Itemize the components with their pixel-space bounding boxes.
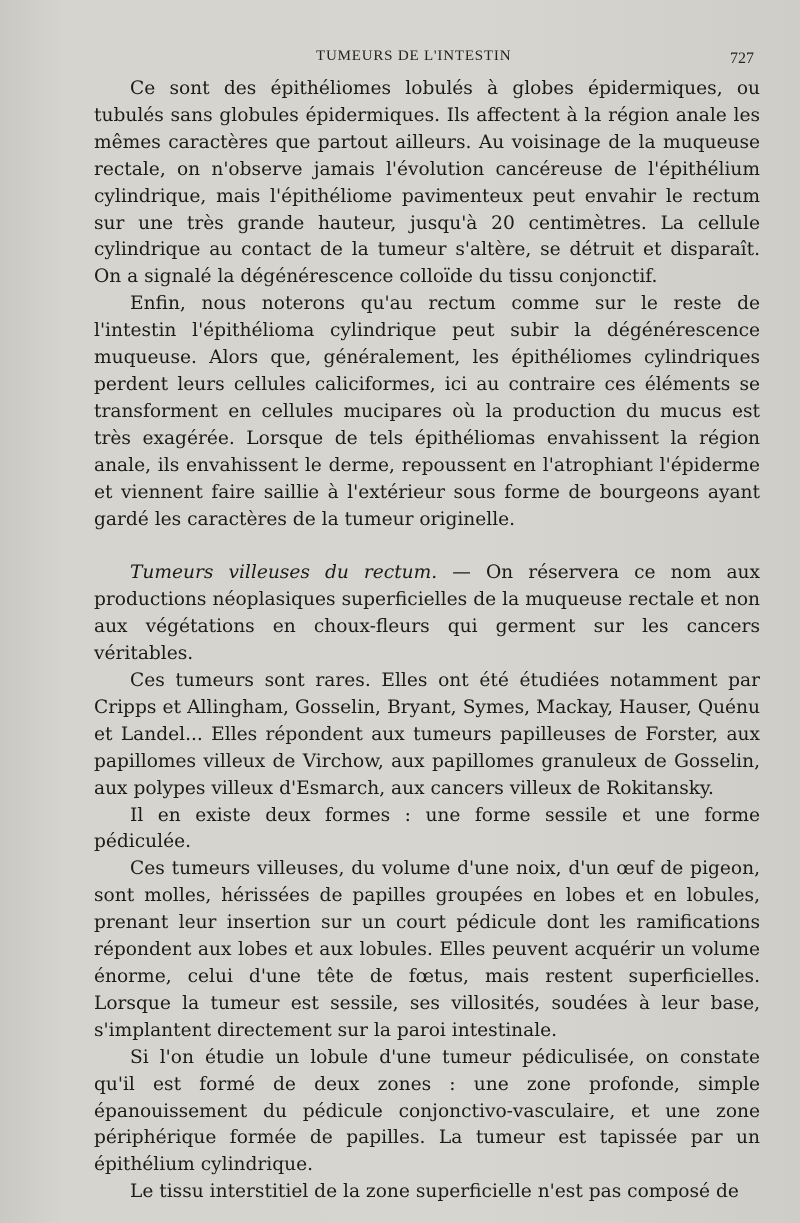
section-dash: —	[437, 562, 486, 584]
paragraph: Le tissu interstitiel de la zone superficielle n'est pas composé de	[130, 1181, 739, 1203]
body-text	[94, 76, 760, 1206]
section-heading: Tumeurs villeuses du rectum.	[130, 562, 438, 584]
paragraph: Ce sont des épithéliomes lobulés à globes épidermiques, ou tubulés sans globules épidermiques. Ils affectent à la région anale les mêmes caractères que partout ailleurs. Au voisinage de la muqueuse rectale, on n'observe jamais l'évolution cancéreuse de l'épithélium cylindrique, mais l'épithéliome pavimenteux peut envahir le rectum sur une très grande hauteur, jusqu'à 20 centimètres. La cellule cylindrique au contact de la tumeur s'altère, se détruit et disparaît. On a signalé la dégénérescence colloïde du tissu conjonctif.	[94, 78, 760, 288]
page-header	[94, 46, 760, 76]
page-number: 727	[730, 50, 754, 67]
section-intro-paragraph	[94, 560, 760, 668]
paragraph: Ces tumeurs sont rares. Elles ont été étudiées notamment par Cripps et Allingham, Gosselin, Bryant, Symes, Mackay, Hauser, Quénu et Landel... Elles répondent aux tumeurs papilleuses de Forster, aux papillomes villeux de Virchow, aux papillomes granuleux de Gosselin, aux polypes villeux d'Esmarch, aux cancers villeux de Rokitansky.	[94, 670, 760, 799]
running-title: TUMEURS DE L'INTESTIN	[316, 48, 512, 64]
section-spacer	[94, 533, 760, 560]
paragraph: Si l'on étudie un lobule d'une tumeur pédiculisée, on constate qu'il est formé de deux zones : une zone profonde, simple épanouissement du pédicule conjonctivo-vasculaire, et une zone périphérique formée de papilles. La tumeur est tapissée par un épithélium cylindrique.	[94, 1046, 760, 1176]
paragraph: Enfin, nous noterons qu'au rectum comme sur le reste de l'intestin l'épithélioma cylindrique peut subir la dégénérescence muqueuse. Alors que, généralement, les épithéliomes cylindriques perdent leurs cellules caliciformes, ici au contraire ces éléments se transforment en cellules mucipares où la production du mucus est très exagérée. Lorsque de tels épithéliomas envahissent la région anale, ils envahissent le derme, repoussent en l'atrophiant l'épiderme et viennent faire saillie à l'extérieur sous forme de bourgeons ayant gardé les caractères de la tumeur originelle.	[94, 293, 760, 530]
section-intro: On réservera ce nom aux productions néoplasiques superficielles de la muqueuse rectale et non aux végétations en choux-fleurs qui germent sur les cancers véritables.	[94, 562, 760, 665]
paragraph: Ces tumeurs villeuses, du volume d'une noix, d'un œuf de pigeon, sont molles, hérissées de papilles groupées en lobes et en lobules, prenant leur insertion sur un court pédicule dont les ramifications répondent aux lobes et aux lobules. Elles peuvent acquérir un volume énorme, celui d'une tête de fœtus, mais restent superficielles. Lorsque la tumeur est sessile, ses villosités, soudées à leur base, s'implantent directement sur la paroi intestinale.	[94, 858, 760, 1041]
paragraph: Il en existe deux formes : une forme sessile et une forme pédiculée.	[94, 804, 760, 853]
